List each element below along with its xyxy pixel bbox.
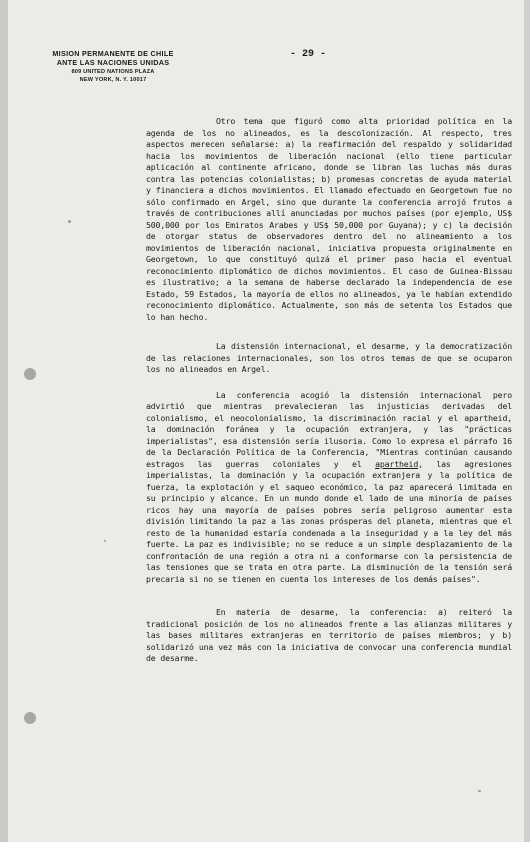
- document-body: [146, 116, 512, 677]
- underlined-word: apartheid: [375, 458, 419, 469]
- paragraph-decolonization: [146, 116, 512, 323]
- paragraph-text: Otro tema que figuró como alta prioridad política en la agenda de los no alineados, es la descolonización. Al respecto, tres aspectos merecen señalarse: a) la reafirmación del respaldo y solidaridad hacia los movimientos de liberación nacional (ello tiene particular aplicación al continente africano, donde se libran las luchas más duras contra las potencias colonialistas; b) promesas concretas de ayuda material y financiera a dichos movimientos. El llamado efectuado en Georgetown fue no sólo confirmado en Argel, sino que durante la conferencia arrojó frutos a través de contribuciones allí anunciadas por muchos países (por ejemplo, US$ 500,000 por los Emiratos Arabes y US$ 50,000 por Guyana); y c) la decisión de otorgar status de observadores dentro del no alineamiento a los movimientos de liberación nacional, iniciativa propuesta originalmente en Georgetown, lo que constituyó quizá el primer paso hacia el eventual reconocimiento diplomático de dichos movimientos. El caso de Guinea-Bissau es ilustrativo; a la semana de haberse declarado la independencia de ese Estado, 59 Estados, la mayoría de ellos no alineados, ya le habían extendido reconocimiento diplomático. Actualmente, son más de setenta los Estados que lo han hecho.: [146, 116, 512, 322]
- letterhead-line-3: 809 UNITED NATIONS PLAZA: [71, 69, 155, 75]
- letterhead-line-2: ANTE LAS NACIONES UNIDAS: [56, 58, 170, 67]
- letterhead-line-1: MISION PERMANENTE DE CHILE: [52, 49, 174, 58]
- paragraph-topics: [146, 341, 512, 376]
- scan-speck: [478, 790, 481, 792]
- paragraph-disarmament: [146, 607, 512, 665]
- letterhead-line-4: NEW YORK, N. Y. 10017: [79, 77, 147, 83]
- scan-speck: [68, 220, 71, 223]
- paragraph-text: La conferencia acogió la distensión internacional pero advirtió que mientras prevalecieran las injusticias derivadas del colonialismo, el neocolonialismo, la discriminación racial y el apartheid, la dominación foránea y la ocupación extranjera, y las "prácticas imperialistas", esa distensión sería ilusoria. Como lo expresa el párrafo 16 de la Declaración Política de la Conferencia, "Mientras continúan causando estragos las guerras coloniales y el: [146, 389, 512, 469]
- letterhead: [38, 49, 188, 84]
- scan-speck: [104, 540, 106, 542]
- punch-hole-mark: [24, 368, 36, 380]
- punch-hole-mark: [24, 712, 36, 724]
- page-edge-shadow: [524, 0, 530, 842]
- page-number: - 29 -: [290, 49, 327, 60]
- paragraph-text: La distensión internacional, el desarme, y la democratización de las relaciones internacionales, son los otros temas de que se ocuparon los no alineados en Argel.: [146, 341, 512, 374]
- paragraph-distension: [146, 390, 512, 586]
- paragraph-text: En materia de desarme, la conferencia: a) reiteró la tradicional posición de los no alineados frente a las alianzas militares y las bases militares extranjeras en territorio de países miembros; y b) solidarizó una vez más con la iniciativa de convocar una conferencia mundial de desarme.: [146, 607, 512, 663]
- paragraph-text-continued: , las agresiones imperialistas, la dominación y la ocupación extranjera y la política de fuerza, la explotación y el saqueo económico, la paz aparecerá limitada en su principio y alcance. En un mundo donde el lado de una minoría de países ricos hay una mayoría de países pobres sería peligroso aumentar esta división limitando la paz a las zonas prósperas del planeta, mientras que el resto de la humanidad estaría condenada a la inseguridad y a la ley del más fuerte. La paz es indivisible; no se reduce a un simple desplazamiento de la confrontación de una región a otra ni a conformarse con la persistencia de las tensiones que se trata en otra parte. La disminución de la tensión será precaria si no se tienen en cuenta los intereses de los demás países".: [146, 458, 512, 584]
